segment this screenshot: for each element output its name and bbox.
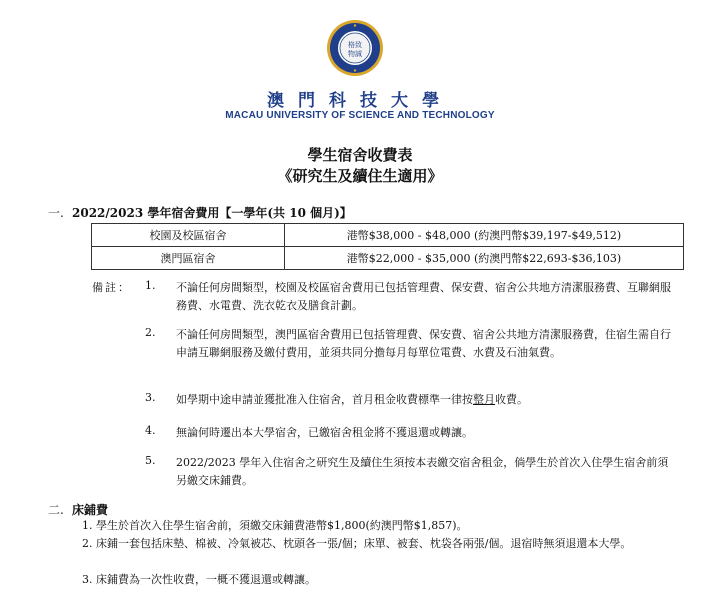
note-number: 3. <box>145 391 156 404</box>
note-number: 1. <box>145 279 156 292</box>
section1-number: 一. <box>48 206 64 220</box>
notes-label: 備註： <box>92 281 131 294</box>
list-item <box>82 517 682 535</box>
section2-number: 二. <box>48 503 64 517</box>
note-text: 無論何時遷出本大學宿舍，已繳宿舍租金將不獲退還或轉讓。 <box>176 426 473 439</box>
list-item-text: 學生於首次入住學生宿舍前，須繳交床鋪費港幣$1,800(約澳門幣$1,857)。 <box>96 519 468 532</box>
list-item-number: 2. <box>82 537 93 550</box>
note-number: 5. <box>145 454 156 467</box>
fee-table <box>91 223 684 270</box>
note-text: 2022/2023 學年入住宿舍之研究生及續住生須按本表繳交宿舍租金，倘學生於首次入住學生宿舍前須另繳交床鋪費。 <box>176 456 669 487</box>
svg-text:格致: 格致 <box>348 41 362 49</box>
note-number: 2. <box>145 326 156 339</box>
list-item-number: 1. <box>82 519 93 532</box>
table-cell-location: 澳門區宿舍 <box>92 247 285 270</box>
table-cell-fee: 港幣$38,000 - $48,000 (約澳門幣$39,197-$49,512) <box>285 224 684 247</box>
svg-text:物誠: 物誠 <box>348 50 362 58</box>
list-item-number: 3. <box>82 573 93 586</box>
note-text <box>176 391 676 409</box>
list-item-text: 床鋪費為一次性收費，一概不獲退還或轉讓。 <box>96 573 316 586</box>
note-text-part: 如學期中途申請並獲批准入住宿舍，首月租金收費標準一律按 <box>176 393 473 406</box>
note-number: 4. <box>145 424 156 437</box>
note-text: 不論任何房間類型，澳門區宿舍費用已包括管理費、保安費、宿舍公共地方清潔服務費，住宿生需自行申請互聯網服務及繳付費用，並須共同分擔每月每單位電費、水費及石油氣費。 <box>176 328 671 359</box>
university-logo <box>326 19 384 77</box>
table-row <box>92 247 684 270</box>
section1-title: 2022/2023 學年宿舍費用【一學年(共 10 個月)】 <box>72 206 352 220</box>
page-title: 學生宿舍收費表 <box>307 146 413 164</box>
list-item-text: 床鋪一套包括床墊、棉被、冷氣被芯、枕頭各一張/個；床單、被套、枕袋各兩張/個。退宿時無須退還本大學。 <box>96 537 632 550</box>
university-name-cn: 澳門科技大學 <box>267 91 453 111</box>
page-subtitle: 《研究生及續住生適用》 <box>277 167 443 185</box>
section2-heading <box>48 501 108 518</box>
list-item <box>82 535 682 553</box>
note-underlined-text: 整月 <box>473 393 495 406</box>
section1-heading <box>48 204 352 221</box>
table-row <box>92 224 684 247</box>
section2-title: 床鋪費 <box>72 503 109 517</box>
list-item <box>82 571 682 589</box>
note-text-part: 收費。 <box>495 393 528 406</box>
note-text: 不論任何房間類型，校園及校區宿舍費用已包括管理費、保安費、宿舍公共地方清潔服務費、互聯網服務費、水電費、洗衣乾衣及膳食計劃。 <box>176 281 671 312</box>
university-name-en: MACAU UNIVERSITY OF SCIENCE AND TECHNOLOGY <box>225 110 495 121</box>
table-cell-fee: 港幣$22,000 - $35,000 (約澳門幣$22,693-$36,103) <box>285 247 684 270</box>
table-cell-location: 校園及校區宿舍 <box>92 224 285 247</box>
